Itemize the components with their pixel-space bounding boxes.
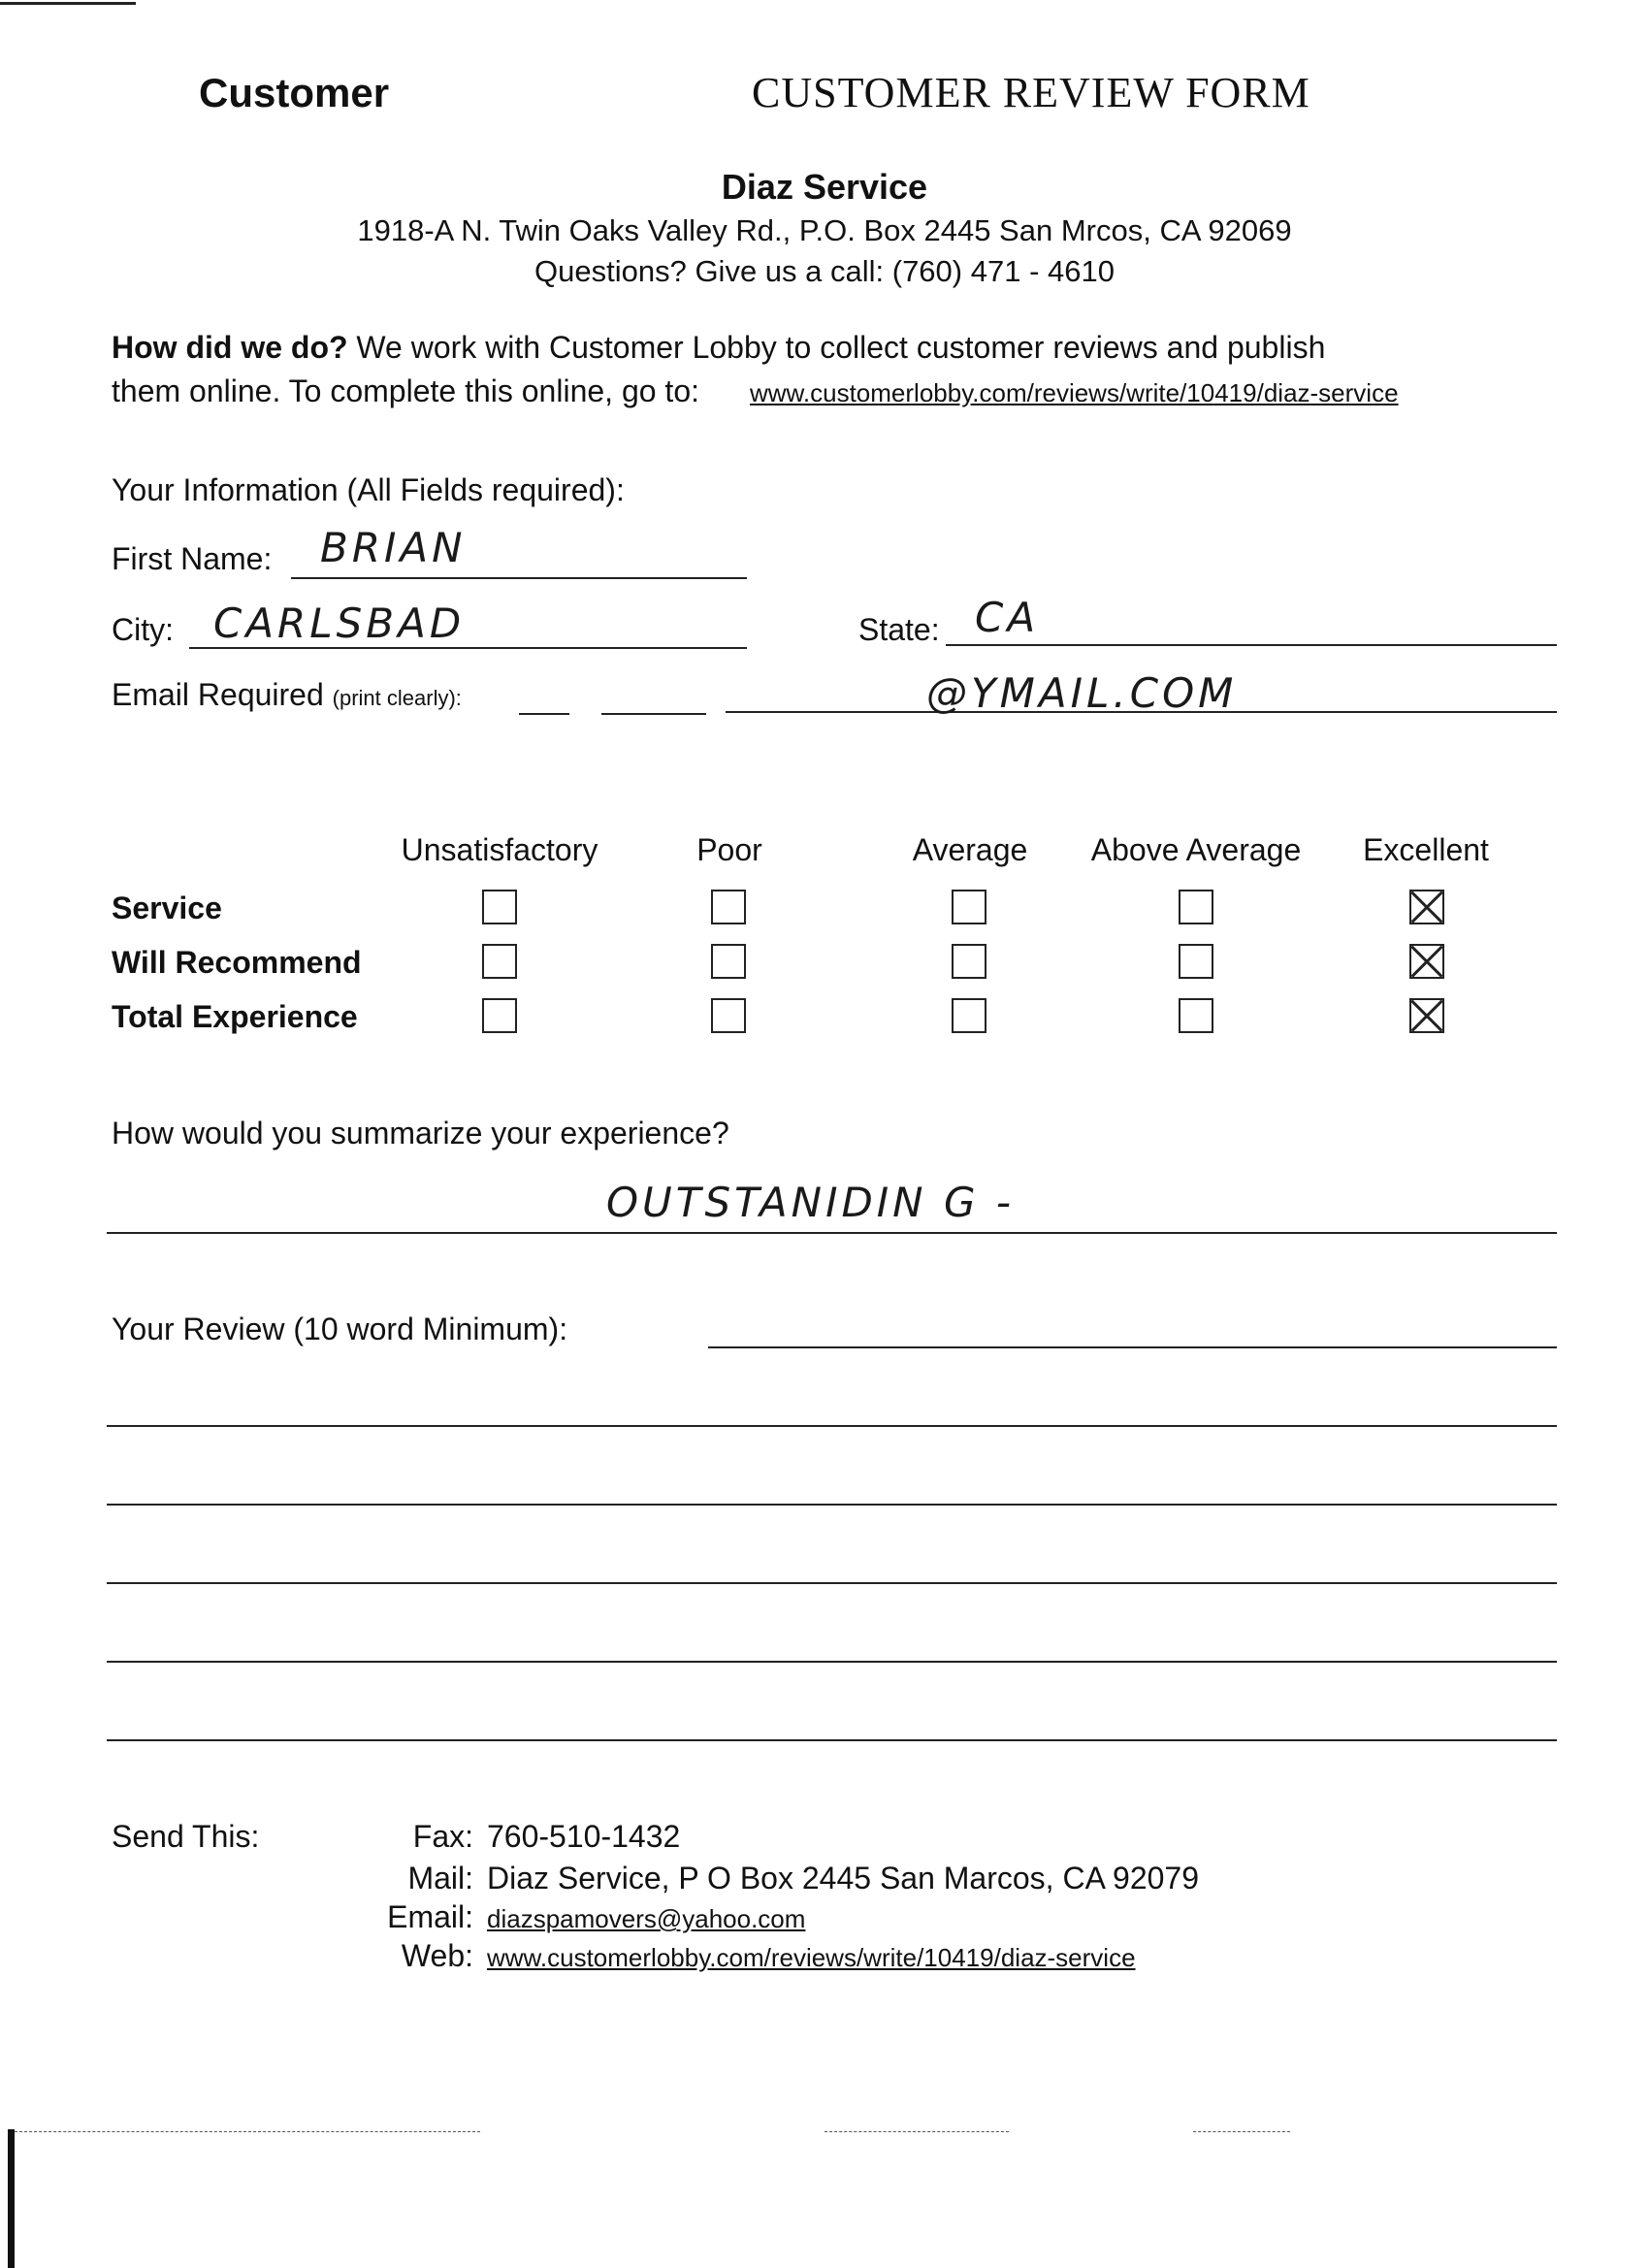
mail-value: Diaz Service, P O Box 2445 San Marcos, CA 92079 (487, 1861, 1200, 1895)
city-label: City: (112, 612, 174, 647)
col-above-average: Above Average (1090, 832, 1302, 867)
company-name: Diaz Service (721, 167, 928, 207)
scan-edge-bottom-right (1193, 2131, 1290, 2132)
service-poor-checkbox[interactable] (711, 890, 746, 924)
state-line (946, 644, 1557, 646)
customer-title: Customer (199, 70, 390, 115)
row-total-experience-label: Total Experience (112, 999, 358, 1034)
email-line-short-2 (601, 713, 706, 715)
review-line-1 (708, 1346, 1557, 1348)
total-poor-checkbox[interactable] (711, 998, 746, 1033)
summary-answer-field[interactable]: OUTSTANIDIN G - (606, 1179, 1015, 1226)
fax-value: 760-510-1432 (487, 1819, 681, 1854)
summary-question: How would you summarize your experience? (112, 1116, 729, 1150)
total-average-checkbox[interactable] (952, 998, 986, 1033)
company-address: 1918-A N. Twin Oaks Valley Rd., P.O. Box 2445 San Mrcos, CA 92069 (357, 213, 1292, 247)
review-line-6 (107, 1739, 1557, 1741)
mail-label: Mail: (407, 1861, 473, 1895)
web-label: Web: (401, 1938, 473, 1973)
company-phone: Questions? Give us a call: (760) 471 - 4610 (534, 254, 1115, 288)
intro-line-1 (112, 330, 1325, 366)
web-link[interactable]: www.customerlobby.com/reviews/write/10419/diaz-service (487, 1943, 1136, 1972)
row-will-recommend-label: Will Recommend (112, 945, 362, 980)
scan-edge-bottom-left (8, 2129, 15, 2268)
col-unsatisfactory: Unsatisfactory (401, 832, 598, 867)
recommend-excellent-checkbox[interactable] (1409, 944, 1444, 979)
col-average: Average (912, 832, 1028, 867)
state-field[interactable]: CA (975, 594, 1040, 641)
total-above-average-checkbox[interactable] (1179, 998, 1213, 1033)
intro-text-1: We work with Customer Lobby to collect customer reviews and publish (347, 330, 1326, 365)
intro-line-2 (112, 373, 699, 409)
intro-url-link[interactable]: www.customerlobby.com/reviews/write/10419/diaz-service (750, 378, 1399, 407)
total-excellent-checkbox[interactable] (1409, 998, 1444, 1033)
recommend-above-average-checkbox[interactable] (1179, 944, 1213, 979)
col-excellent: Excellent (1363, 832, 1489, 867)
email-send-link[interactable]: diazspamovers@yahoo.com (487, 1904, 806, 1933)
col-poor: Poor (696, 832, 762, 867)
service-unsatisfactory-checkbox[interactable] (482, 890, 517, 924)
review-line-4 (107, 1582, 1557, 1584)
email-send-label: Email: (387, 1899, 473, 1934)
recommend-average-checkbox[interactable] (952, 944, 986, 979)
info-heading: Your Information (All Fields required): (112, 472, 625, 507)
city-line (189, 647, 747, 649)
row-service-label: Service (112, 891, 222, 925)
intro-bold: How did we do? (112, 330, 348, 365)
review-line-2 (107, 1425, 1557, 1427)
scan-edge-bottom (15, 2131, 480, 2132)
state-label: State: (858, 612, 940, 647)
email-label-text: Email Required (112, 677, 324, 712)
review-line-5 (107, 1661, 1557, 1663)
review-line-3 (107, 1504, 1557, 1506)
summary-line (107, 1232, 1557, 1234)
form-title: CUSTOMER REVIEW FORM (752, 69, 1310, 116)
scan-edge-bottom-mid (824, 2131, 1009, 2132)
service-excellent-checkbox[interactable] (1409, 890, 1444, 924)
first-name-label: First Name: (112, 541, 273, 576)
city-field[interactable]: CARLSBAD (213, 599, 466, 647)
scan-edge-top (0, 2, 136, 5)
email-line-short-1 (519, 713, 569, 715)
email-hint: (print clearly): (332, 686, 462, 710)
first-name-line (291, 577, 747, 579)
intro-text-2: them online. To complete this online, go to: (112, 373, 699, 408)
recommend-unsatisfactory-checkbox[interactable] (482, 944, 517, 979)
total-unsatisfactory-checkbox[interactable] (482, 998, 517, 1033)
email-label (112, 677, 462, 713)
service-average-checkbox[interactable] (952, 890, 986, 924)
recommend-poor-checkbox[interactable] (711, 944, 746, 979)
service-above-average-checkbox[interactable] (1179, 890, 1213, 924)
first-name-field[interactable]: BRIAN (320, 524, 467, 571)
review-label: Your Review (10 word Minimum): (112, 1312, 568, 1346)
fax-label: Fax: (412, 1819, 473, 1854)
email-field[interactable]: @YMAIL.COM (926, 669, 1238, 717)
send-label: Send This: (112, 1819, 260, 1854)
